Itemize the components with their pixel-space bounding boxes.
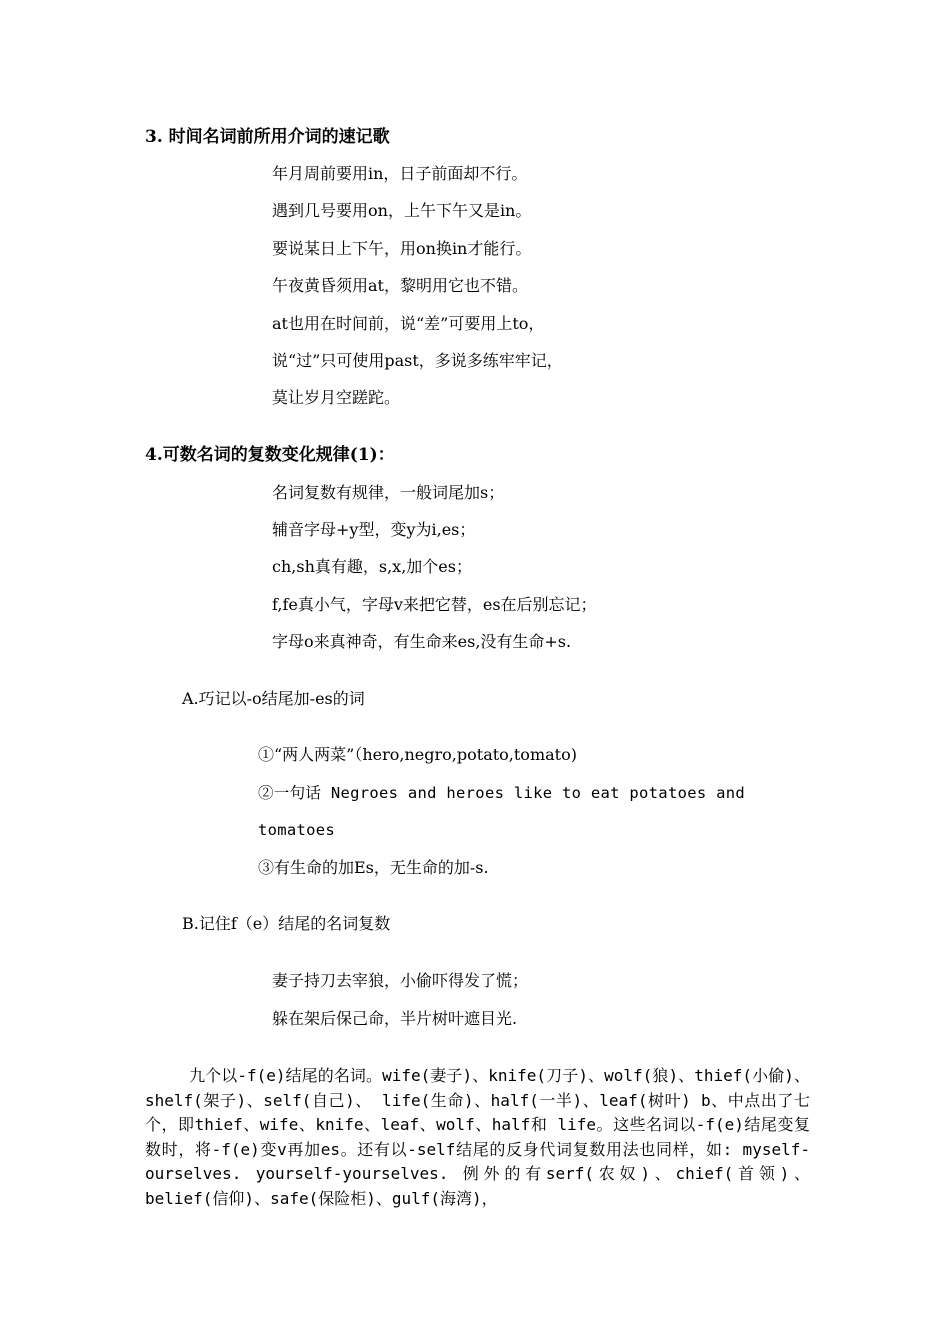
subA-item-2: ②一句话 Negroes and heroes like to eat potatoes and (258, 784, 745, 802)
subA-title: A.巧记以-o结尾加-es的词 (182, 689, 365, 708)
body-paragraph-text: 九个以-f(e)结尾的名词。wife(妻子)、knife(刀子)、wolf(狼)、thief(小偷)、shelf(架子)、self(自己)、 life(生命)、half(一半)、leaf(树叶) b、中点出了七个，即thief、wife、knife、leaf、wolf、half和 life。这些名词以-f(e)结尾变复数时，将-f(e)变v再加es。还有以-self结尾的反身代词复数用法也同样，如: myself-ourselves. yourself-yourselves. 例外的有serf(农奴)、chief(首领)、belief(信仰)、safe(保险柜)、gulf(海湾)， (145, 1066, 810, 1208)
section3-line-1: 年月周前要用in，日子前面却不行。 (272, 164, 528, 183)
subB-title: B.记住f（e）结尾的名词复数 (182, 914, 391, 933)
section3-line-5: at也用在时间前，说“差”可要用上to， (272, 314, 545, 333)
section3-line-7: 莫让岁月空蹉跎。 (272, 388, 401, 407)
section3-line-4: 午夜黄昏须用at，黎明用它也不错。 (272, 276, 528, 295)
section3-line-3: 要说某日上下午，用on换in才能行。 (272, 239, 532, 258)
section3-heading: 3. 时间名词前所用介词的速记歌 (145, 127, 390, 147)
subA-item-2-cont: tomatoes (258, 821, 336, 839)
section4-line-5: 字母o来真神奇，有生命来es,没有生命+s. (272, 632, 572, 651)
subA-item-1: ①“两人两菜”（hero,negro,potato,tomato) (258, 745, 577, 764)
body-paragraph (145, 1064, 810, 1211)
section4-line-2: 辅音字母+y型，变y为i,es； (272, 520, 476, 539)
section4-line-3: ch,sh真有趣，s,x,加个es； (272, 557, 472, 576)
subB-line-2: 躲在架后保己命，半片树叶遮目光. (272, 1009, 518, 1028)
section4-line-4: f,fe真小气，字母v来把它替，es在后别忘记； (272, 595, 597, 614)
section3-line-2: 遇到几号要用on，上午下午又是in。 (272, 201, 532, 220)
section4-line-1: 名词复数有规律，一般词尾加s； (272, 483, 505, 502)
subA-item-3: ③有生命的加Es，无生命的加-s. (258, 858, 489, 877)
section3-line-6: 说“过”只可使用past，多说多练牢牢记， (272, 351, 563, 370)
section4-heading: 4.可数名词的复数变化规律(1)： (145, 445, 395, 465)
subB-line-1: 妻子持刀去宰狼，小偷吓得发了慌； (272, 971, 529, 990)
